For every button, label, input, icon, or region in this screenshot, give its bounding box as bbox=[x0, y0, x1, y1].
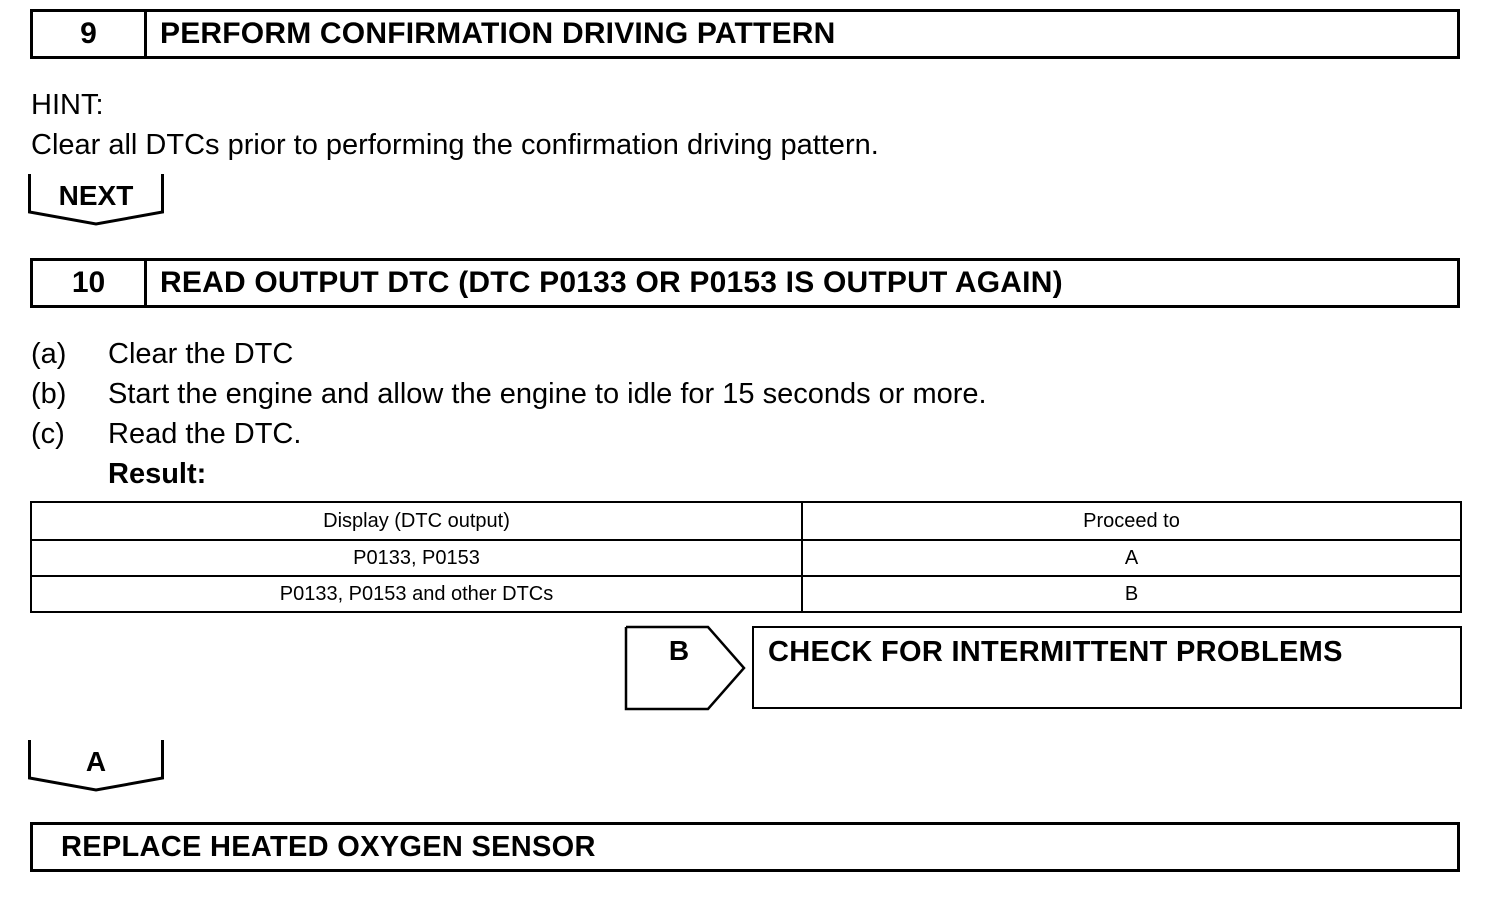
step-10-title: READ OUTPUT DTC (DTC P0133 OR P0153 IS OUTPUT AGAIN) bbox=[160, 266, 1063, 299]
substep-b-text: Start the engine and allow the engine to idle for 15 seconds or more. bbox=[108, 378, 987, 410]
result-table bbox=[30, 501, 1462, 613]
step-10-header bbox=[30, 258, 1460, 308]
branch-b-label: B bbox=[668, 635, 690, 666]
branch-a-arrow-tab bbox=[28, 740, 164, 792]
branch-b-action: CHECK FOR INTERMITTENT PROBLEMS bbox=[752, 626, 1462, 709]
step-9-title: PERFORM CONFIRMATION DRIVING PATTERN bbox=[160, 17, 836, 50]
branch-b-arrow bbox=[624, 625, 748, 711]
table-cell-proceed: B bbox=[802, 576, 1461, 612]
table-row bbox=[31, 576, 1461, 612]
substep-c-marker: (c) bbox=[31, 418, 65, 450]
table-header-row bbox=[31, 502, 1461, 540]
substep-c-text: Read the DTC. bbox=[108, 418, 302, 450]
step-9-header bbox=[30, 9, 1460, 59]
next-arrow-tab bbox=[28, 174, 164, 226]
substep-a-marker: (a) bbox=[31, 338, 67, 370]
table-cell-proceed: A bbox=[802, 540, 1461, 576]
table-cell-display: P0133, P0153 bbox=[31, 540, 802, 576]
hint-label: HINT: bbox=[31, 89, 104, 121]
step-10-number: 10 bbox=[33, 261, 147, 305]
step-9-number: 9 bbox=[33, 12, 147, 56]
next-label: NEXT bbox=[58, 180, 134, 211]
hint-text: Clear all DTCs prior to performing the confirmation driving pattern. bbox=[31, 129, 879, 161]
branch-a-label: A bbox=[85, 746, 107, 777]
table-header-display: Display (DTC output) bbox=[31, 502, 802, 540]
substep-b-marker: (b) bbox=[31, 378, 67, 410]
table-row bbox=[31, 540, 1461, 576]
table-cell-display: P0133, P0153 and other DTCs bbox=[31, 576, 802, 612]
branch-a-action: REPLACE HEATED OXYGEN SENSOR bbox=[30, 822, 1460, 872]
table-header-proceed: Proceed to bbox=[802, 502, 1461, 540]
substep-a-text: Clear the DTC bbox=[108, 338, 294, 370]
result-label: Result: bbox=[108, 458, 207, 490]
